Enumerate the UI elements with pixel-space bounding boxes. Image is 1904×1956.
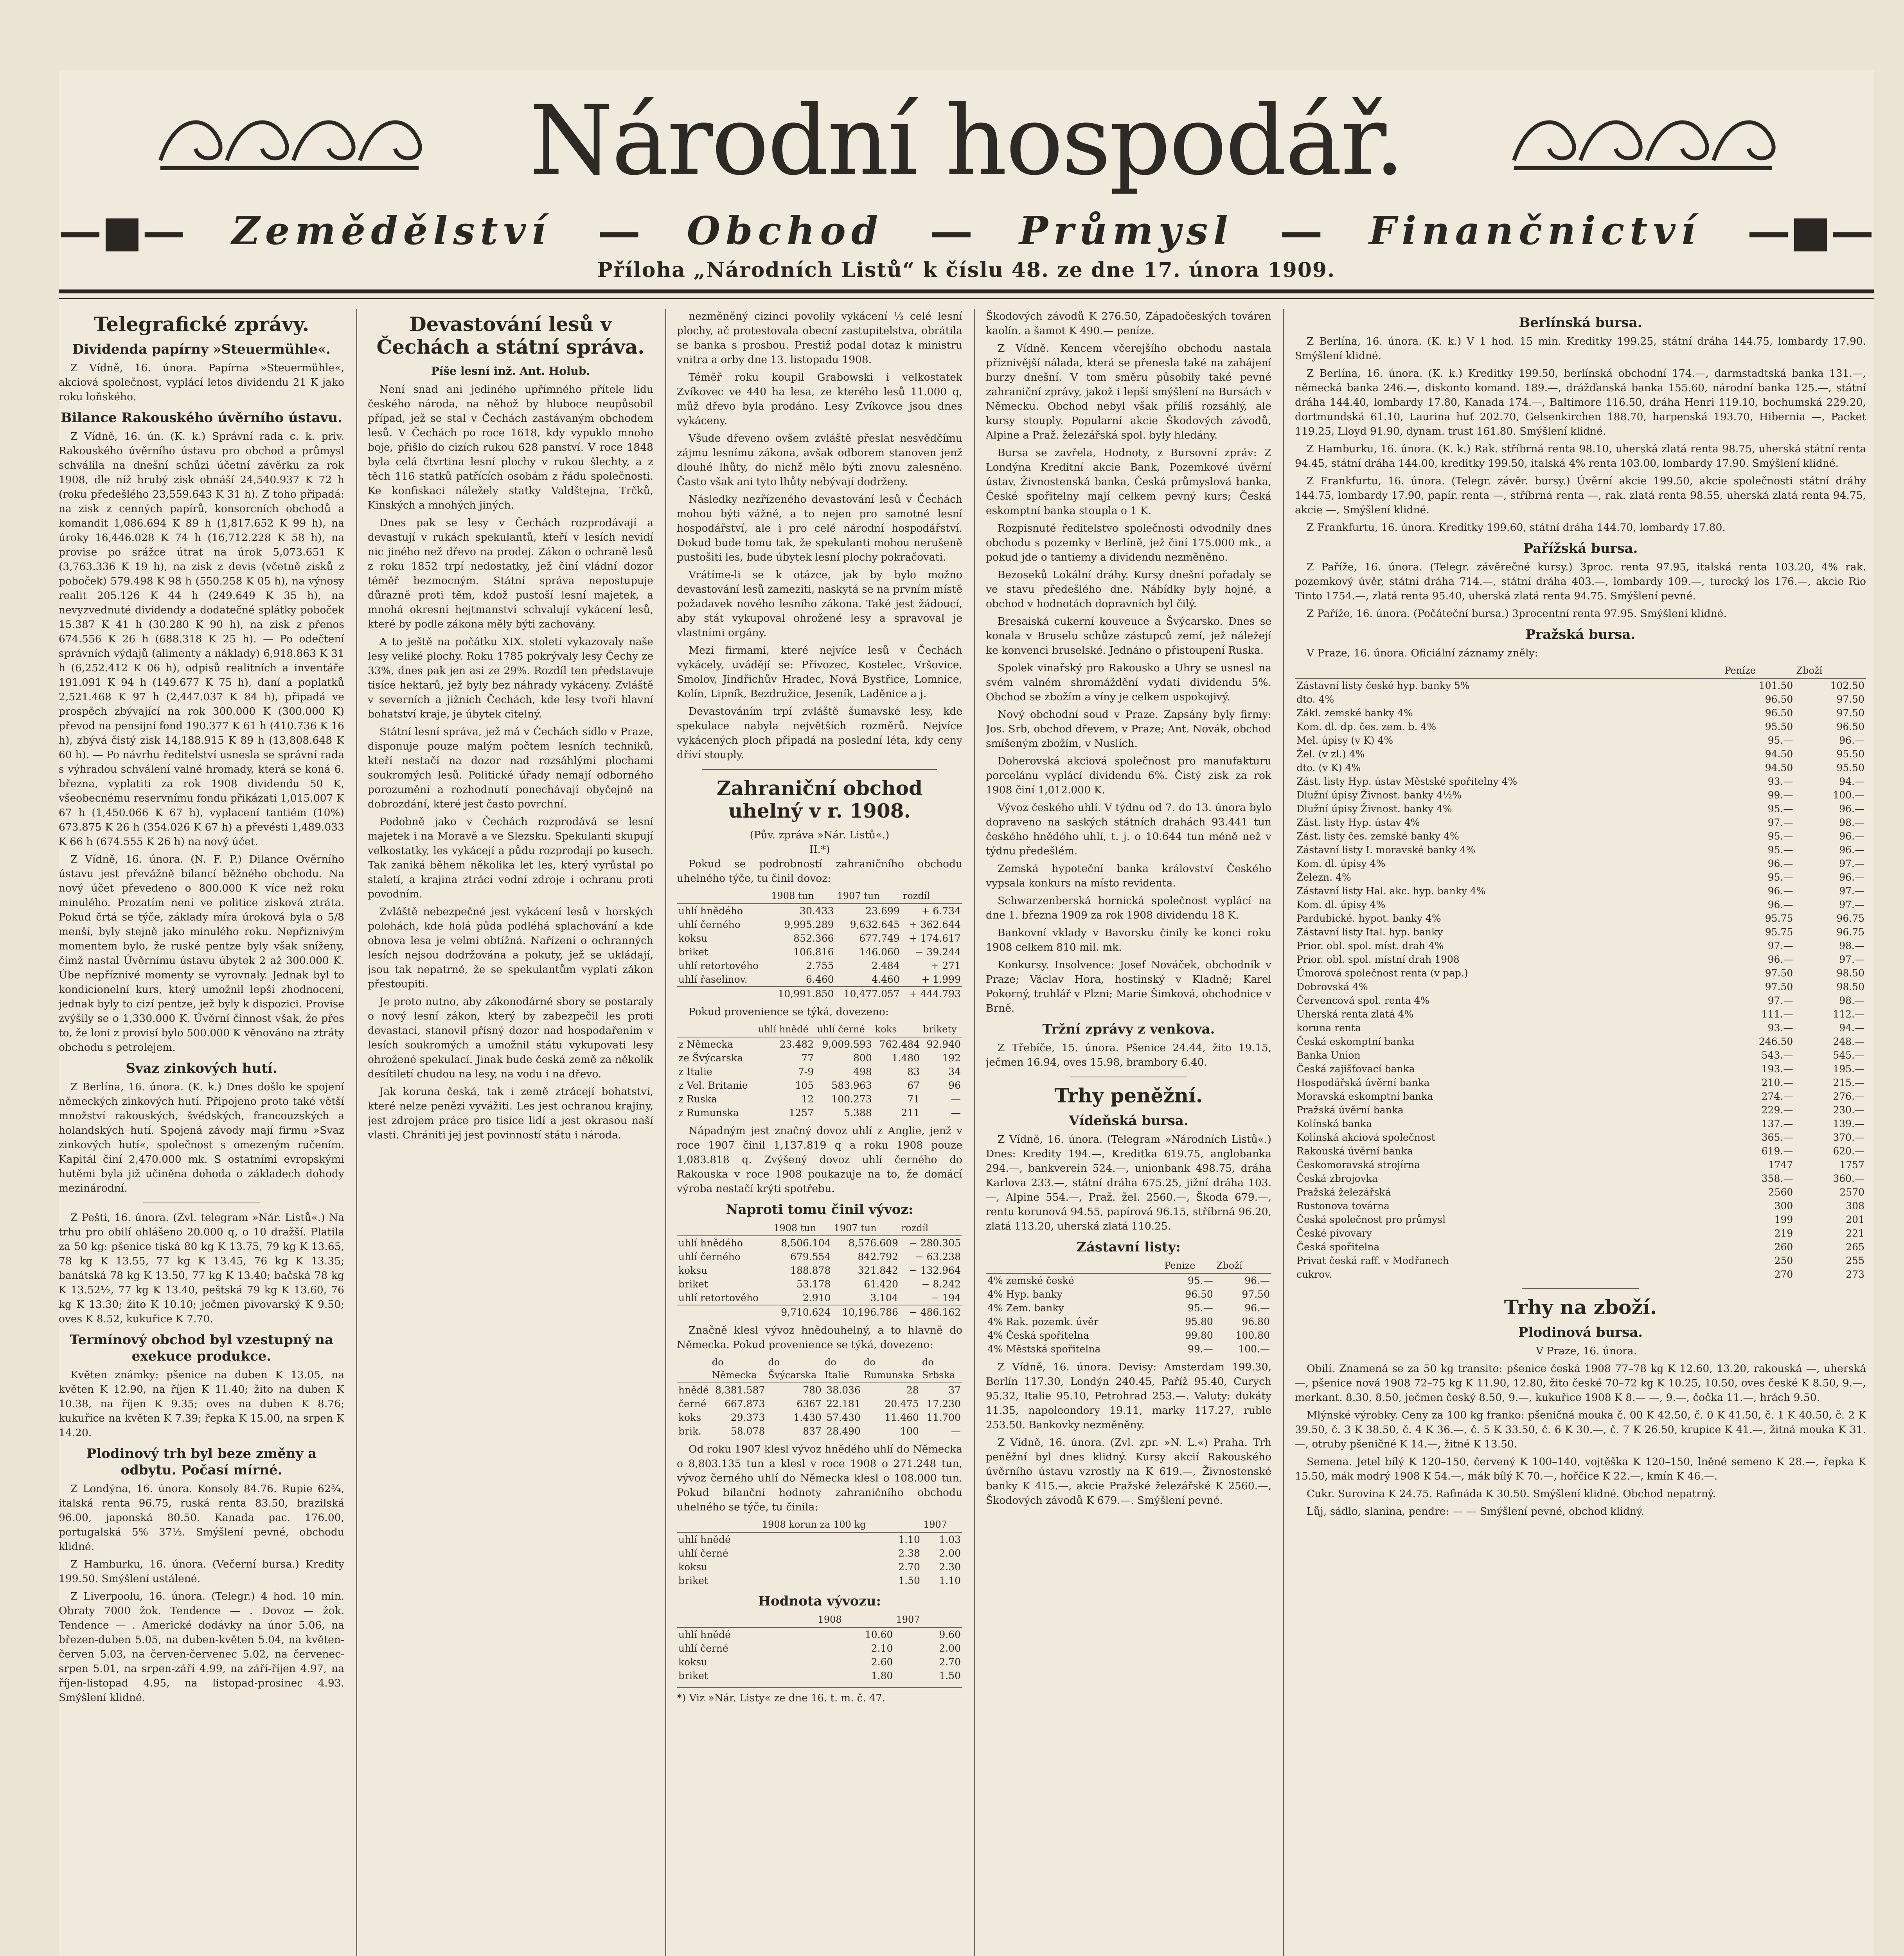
- table-header: 1907: [922, 1517, 962, 1532]
- table-header: [677, 1022, 757, 1037]
- table-row: Úmorová společnost renta (v pap.) 97.50 98.50: [1296, 967, 1864, 979]
- column-rule: [356, 309, 357, 1956]
- table-row: Zástavní listy Ital. hyp. banky 95.75 96.75: [1296, 926, 1864, 938]
- article-paragraph: Nový obchodní soud v Praze. Zapsány byly firmy: Jos. Srb, obchod dřevem, v Praze; Ant. Novák, obchod smíšeným zbožím, v Nuslích.: [986, 708, 1271, 750]
- article-paragraph: Je proto nutno, aby zákonodárné sbory se postaraly o nový lesní zákon, který by zabezpečil les proti devastaci, stanovil přísný dozor nad hospodařením v lesích soukromých a umožnil státu vykupovati lesy ohrožené spekulací. Jinak bude česká země za několik desítiletí chudou na lesy, na vodu i na dřevo.: [368, 996, 653, 1080]
- article-paragraph: Z Paříže, 16. února. (Počáteční bursa.) 3procentní renta 97.95. Smýšlení klidné.: [1307, 608, 1727, 620]
- dash-icon: —: [1280, 205, 1323, 256]
- table-row: Žel. (v zl.) 4% 94.50 95.50: [1296, 748, 1864, 760]
- table-header: [677, 1517, 761, 1532]
- article-paragraph: Od roku 1907 klesl vývoz hnědého uhlí do Německa o 8,803.135 tun a klesl v roce 1908 o 271.248 tun, vývoz černého uhlí do Německa klesl o 108.000 tun. Pokud bilanční hodnoty zahraničního obchodu uhelného se týče, tu činila:: [677, 1443, 962, 1513]
- article-paragraph: Z Vídně, 16. února. Devisy: Amsterdam 199.30, Berlín 117.30, Londýn 240.45, Paříž 95.40, Curych 95.32, Italie 95.10, Petrohrad 253.—. Valuty: dukáty 11.35, napoleondory 19.11, marky 117.27, ruble 253.50. Bankovky nezměněny.: [986, 1361, 1271, 1431]
- article-paragraph: nezměněný cizinci povolily vykácení ⅓ celé lesní plochy, ač protestovala obecní zastupitelstva, obrátila se banka s prosbou. Prestiž podal dotaz k ministru vnitra a orby dne 13. listopadu 1908.: [677, 310, 962, 366]
- table-row: Zákl. zemské banky 4% 96.50 97.50: [1296, 707, 1864, 719]
- table-row: hnědé 8,381.587 780 38.036 28 37: [678, 1384, 961, 1396]
- table-row: Prior. obl. spol. míst. drah 4% 97.— 98.—: [1296, 940, 1864, 951]
- dateline: V Praze, 16. února.: [1536, 1345, 1637, 1357]
- table-row: Prior. obl. spol. místní drah 1908 96.— 97.—: [1296, 954, 1864, 965]
- table-row: uhlí hnědé 1.10 1.03: [678, 1534, 961, 1545]
- table-header: do Rumunska: [862, 1355, 921, 1383]
- table-row: koksu 2.70 2.30: [678, 1561, 961, 1573]
- ornament-right-icon: [1506, 98, 1780, 176]
- article-paragraph: Vrátíme-li se k otázce, jak by bylo možno devastování lesů zameziti, naskytá se na prvním místě požadavek nového lesního zákona. Také jest žádoucí, aby stát vykupoval ohrožené lesy a spravoval je vlastními orgány.: [677, 569, 962, 639]
- table-row: Zást. listy čes. zemské banky 4% 95.— 96.—: [1296, 831, 1864, 842]
- table-row: koks 29.373 1.430 57.430 11.460 11.700: [678, 1412, 961, 1423]
- column-rule: [665, 309, 666, 1956]
- forest-article-heading: Devastování lesů v Čechách a státní správa.: [376, 313, 645, 358]
- commodity-markets-heading: Trhy na zboží.: [1504, 1296, 1657, 1319]
- dash-icon: —■—: [1747, 205, 1874, 256]
- table-row: 4% Rak. pozemk. úvěr 95.80 96.80: [987, 1316, 1270, 1327]
- separator: [1522, 1288, 1639, 1289]
- article-paragraph: A to ještě na počátku XIX. století vykazovaly naše lesy veliké plochy. Roku 1785 pokrývaly lesy Čechy ze 33%, dnes pak jen asi ze 29%. Rozdíl ten představuje tisíce hektarů, jež byly bez náhrady vykáceny. Zvláště v severních a jižních Čechách, kde lesy tvoří hlavní bohatství kraje, je úbytek citelný.: [368, 636, 653, 720]
- section-agriculture: Zemědělství: [232, 208, 551, 253]
- article-paragraph: Z Londýna, 16. února. Konsoly 84.76. Rupie 62¾, italská renta 96.75, ruská renta 83.50, brazilská 96.00, japonská 80.50. Kanada pac. 176.00, portugalská 5% 37½. Smýšlení pevné, obchodu klidné.: [59, 1483, 344, 1553]
- table-row: koksu 188.878 321.842 − 132.964: [678, 1265, 961, 1276]
- masthead-rule-thin: [59, 298, 1874, 299]
- source-note: (Pův. zpráva »Nár. Listů«.): [750, 829, 890, 841]
- newspaper-page: [59, 70, 1874, 1956]
- table-header: 1908 korun za 100 kg: [761, 1517, 922, 1532]
- table-row: dto. (v K) 4% 94.50 95.50: [1296, 762, 1864, 773]
- article-paragraph: Mezi firmami, které nejvíce lesů v Čechách vykácely, uvádějí se: Přívozec, Kostelec, Vršovice, Smolov, Jindřichův Hradec, Nová Bystřice, Lomnice, Kolín, Lipník, Bezdružice, Jeseník, Laděnice a j.: [677, 644, 962, 700]
- article-paragraph: Všude dřeveno ovšem zvláště přeslat nesvědčímu zájmu lesnímu zákona, avšak odborem stanoven jenž dlouhé lhůty, do nichž mělo býti znovu zalesněno. Často však ani tyto lhůty nebývají dodrženy.: [677, 432, 962, 488]
- section-trade: Obchod: [687, 208, 884, 253]
- separator: [702, 769, 937, 770]
- table-header: do Italie: [823, 1355, 862, 1383]
- dash-icon: —: [597, 205, 641, 256]
- table-header: [1295, 663, 1723, 678]
- article-paragraph: Pokud provenience se týká, dovezeno:: [689, 1006, 889, 1018]
- article-paragraph: Z Frankfurtu, 16. února. (Telegr. závěr. bursy.) Úvěrní akcie 199.50, akcie společnosti státní dráhy 144.75, lombardy 17.90, papír. renta —, stříbrná renta —, rak. zlatá renta 98.55, uherská zlatá renta 94.75, akcie —, Smýšlení klidné.: [1295, 475, 1866, 516]
- table-row: Česká zajišťovací banka 193.— 195.—: [1296, 1063, 1864, 1075]
- table-row: Česká eskomptní banka 246.50 248.—: [1296, 1036, 1864, 1047]
- table-row: Česká spořitelna 260 265: [1296, 1241, 1864, 1253]
- table-header: [677, 1613, 816, 1627]
- table-row: brik. 58.078 837 28.490 100 —: [678, 1426, 961, 1437]
- table-total-row: 10,991.850 10,477.057 + 444.793: [677, 987, 962, 1001]
- article-paragraph: Z Vídně, 16. února. (N. F. P.) Dilance Ověrního ústavu jest převážně bilancí běžného obchodu. Na nový účet převedeno o 800.000 K více než roku minulého. Prozatím není ve politice zisková ztráta. Pokud črtá se týče, základy míra úroková byla o 5/8 menší, byly stejně jako minulého roku. Nepřiznivým momentem bylo, že ruské pentze byly však sníženy, čímž nastal Úvěrnímu ústavu úbytek 2 až 300.000 K. Úbe nepříznivé momenty se vyrovnaly. Jednak byl to kondicionelní kurs, který umožnil lepší zhodnocení, jednak byly to cizí pentze, jež byly k dispozici. Provise zvýšily se o 1,330.000 K. Úvěrní činnost však, že přes to, že loni z provisí bylo 500.000 K věnováno na ztráty obchodu s petrolejem.: [59, 853, 344, 1054]
- table-row: uhlí černé 2.10 2.00: [678, 1643, 961, 1654]
- table-row: Kolínská akciová společnost 365.— 370.—: [1296, 1132, 1864, 1143]
- article-paragraph: Značně klesl vývoz hnědouhelný, a to hlavně do Německa. Pokud provenience se týká, dovezeno:: [677, 1324, 962, 1351]
- article-subheading: Tržní zprávy z venkova.: [1042, 1021, 1215, 1037]
- article-paragraph: Pokud se podrobností zahraničního obchodu uhelného týče, tu činil dovoz:: [677, 858, 962, 885]
- table-row: Zástavní listy I. moravské banky 4% 95.— 96.—: [1296, 844, 1864, 856]
- table-row: Rustonova továrna 300 308: [1296, 1200, 1864, 1212]
- article-subheading: Svaz zinkových hutí.: [126, 1061, 277, 1076]
- article-paragraph: Schwarzenberská hornická společnost vyplácí na dne 1. března 1909 za rok 1908 dividendu 18 K.: [986, 895, 1271, 921]
- table-row: Zást. listy Hyp. ústav 4% 97.— 98.—: [1296, 817, 1864, 828]
- section-industry: Průmysl: [1019, 208, 1233, 253]
- table-row: z Ruska 12 100.273 71 —: [678, 1093, 961, 1105]
- table-row: 4% Hyp. banky 96.50 97.50: [987, 1289, 1270, 1300]
- table-row: 4% Městská spořitelna 99.— 100.—: [987, 1343, 1270, 1355]
- table-row: z Vel. Britanie 105 583.963 67 96: [678, 1080, 961, 1091]
- columns: [59, 309, 1874, 1956]
- article-paragraph: Mlýnské výrobky. Ceny za 100 kg franko: pšeničná mouka č. 00 K 42.50, č. 0 K 41.50, č. 1 K 40.50, č. 2 K 39.50, č. 3 K 38.50, č. 4 K 36.—, č. 5 K 33.50, č. 6 K 30.—, č. 7 K 26.50, krupice K 41.—, žitná mouka K 31.—, otruby pšeničné K 14.—, žitné K 13.50.: [1295, 1409, 1866, 1450]
- table-row: uhlí retortového 2.755 2.484 + 271: [678, 960, 961, 971]
- byline: Píše lesní inž. Ant. Holub.: [431, 365, 590, 378]
- coal-import-origin-table: [677, 1022, 962, 1120]
- table-row: Banka Union 543.— 545.—: [1296, 1050, 1864, 1061]
- table-row: Kom. dl. úpisy 4% 96.— 97.—: [1296, 858, 1864, 869]
- table-row: Železn. 4% 95.— 96.—: [1296, 872, 1864, 883]
- table-row: z Rumunska 1257 5.388 211 —: [678, 1107, 961, 1118]
- table-row: Českomoravská strojírna 1747 1757: [1296, 1159, 1864, 1170]
- column-5: [1295, 315, 1866, 1519]
- table-row: briket 106.816 146.060 − 39.244: [678, 946, 961, 958]
- table-row: uhlí hnědého 8,506.104 8,576.609 − 280.305: [678, 1237, 961, 1249]
- article-paragraph: Z Vídně, 16. ún. (K. k.) Správní rada c. k. priv. Rakouského úvěrního ústavu pro obchod a průmysl schválila na dnešní schůzi účetní závěrku za rok 1908, dle níž hrubý zisk obnáší 24,540.937 K 72 h (roku předešlého 23,559.643 K 31 h). Z toho připadá: na zisk z cenných papírů, konsorcních obchodů a komandit 1,086.694 K 89 h (1,817.652 K 99 h), na úroky 16,446.028 K 74 h (16,712.228 K 58 h), na provise po srážce útrat na úrok 5,073.651 K (3,763.336 K 19 h), na zisk z devis (včetně zisků z poboček) 579.498 K 98 h (550.258 K 05 h), na výnosy realit 205.126 K 44 h (249.649 K 35 h), na nevyzvednuté dividendy a dodatečné splátky poboček 15.387 K 41 h (30.280 K 90 h), na zisk z přenos 674.556 K 26 h (688.318 K 25 h). — Po odečtení správních výdajů (alimenty a náklady) 6,918.863 K 31 h (6,252.412 K 06 h), odpisů realitních a inventáře 191.091 K 94 h (149.677 K 75 h), daní a poplatků 2,521.468 K 97 h (2,447.037 K 84 h), připadá ve prospěch zbývající na rok 300.000 K (300.000 K) převod na pensijní fond 190.377 K 61 h (410.736 K 16 h), zbývá čistý zisk 14,188.915 K 89 h (13,808.648 K 60 h). — Po návrhu ředitelství usnesla se správní rada s výhradou schválení valné hromady, která se koná 6. března, vyplatiti za rok 1908 dividendu 50 K, všeobecnému reservnímu fondu přikázati 1,015.007 K 67 h (1,450.066 K 67 h), vyplacení tantiém (10%) 673.875 K 26 h (354.026 K 67 h) a převésti 1,489.033 K 66 h (674.555 K 26 h) na nový účet.: [59, 430, 344, 848]
- article-paragraph: Semena. Jetel bílý K 120–150, červený K 100–140, vojtěška K 120–150, lněné semeno K 28.—, řepka K 15.50, mák modrý 1908 K 54.—, mák bílý K 70.—, hořčice K 22.—, kmín K 46.—.: [1295, 1456, 1866, 1482]
- coal-export-table: [677, 1221, 962, 1319]
- article-paragraph: Bezoseků Lokální dráhy. Kursy dnešní pořadaly se ve stavu předešlého dne. Nábídky byly hojné, a obchod v hodnotách dopravních byl čilý.: [986, 569, 1271, 610]
- article-paragraph: Bresaiská cukerní kouveuce a Švýcarsko. Dnes se konala v Bruselu schůze zástupců zemí, jež náležejí ke konvenci bruselské. Jednáno o přistoupení Ruska.: [986, 615, 1271, 656]
- table-header: rozdíl: [901, 889, 962, 904]
- money-markets-heading: Trhy peněžní.: [1054, 1084, 1203, 1107]
- table-header: [986, 1258, 1163, 1273]
- supplement-line: Příloha „Národních Listů“ k číslu 48. ze dne 17. února 1909.: [597, 258, 1336, 282]
- article-subheading: Pařížská bursa.: [1523, 541, 1638, 556]
- table-row: Moravská eskomptní banka 274.— 276.—: [1296, 1091, 1864, 1102]
- article-paragraph: Z Vídně. Kencem včerejšího obchodu nastala příznivější nálada, která se přenesla také na zahájení burzy dnešní. V tom směru působily také pevné zahraniční zprávy, jakož i lepší smýšlení na Bursách v Německu. Obchod nebyl však příliš rozsáhlý, ale kursy stouply. Popularní akcie Škodových závodů, Alpine a Praž. železářská spol. byly hledány.: [986, 342, 1271, 441]
- article-paragraph: Jak koruna česká, tak i země ztrácejí bohatství, které nelze penězi vyvážiti. Les jest ochranou krajiny, jest zdrojem práce pro tisíce lidí a jest okrasou naší vlasti. Chrániti jej jest povinností státu i národa.: [368, 1086, 653, 1141]
- table-row: 4% Zem. banky 95.— 96.—: [987, 1302, 1270, 1314]
- article-subheading: Naproti tomu činil vývoz:: [726, 1202, 913, 1217]
- table-row: Dlužní úpisy Živnost. banky 4½% 99.— 100.—: [1296, 789, 1864, 801]
- part-number: II.*): [809, 843, 830, 856]
- table-header: 1908: [816, 1613, 895, 1627]
- coal-import-table: [677, 889, 962, 1001]
- coal-trade-heading: Zahraniční obchod uhelný v r. 1908.: [717, 777, 922, 822]
- table-row: Pražská úvěrní banka 229.— 230.—: [1296, 1104, 1864, 1116]
- article-subheading: Plodinový trh byl beze změny a odbytu. Počasí mírné.: [86, 1446, 317, 1478]
- table-row: černé 667.873 6367 22.181 20.475 17.230: [678, 1398, 961, 1409]
- article-paragraph: Z Hamburku, 16. února. (Večerní bursa.) Kredity 199.50. Smýšlení ustálené.: [59, 1558, 344, 1585]
- coal-export-value-table: [677, 1613, 962, 1683]
- article-paragraph: Z Pešti, 16. února. (Zvl. telegram »Nár. Listů«.) Na trhu pro obilí ohlášeno 20.000 q, o 10 dražší. Platila za 50 kg: pšenice tiská 80 kg K 13.75, 79 kg K 13.65, 78 kg K 13.55, 77 kg K 13.45, 76 kg K 13.35; banátská 78 kg K 13.50, 77 kg K 13.40; bačská 78 kg K 13.52½, 77 kg K 13.40, peštská 79 kg K 13.60, 76 kg K 13.30; žito K 10.10; ječmen pivovarský K 9.50; oves K 8.52, kukuřice K 7.70.: [59, 1212, 344, 1325]
- table-row: Pardubické. hypot. banky 4% 95.75 96.75: [1296, 913, 1864, 924]
- article-paragraph: Škodových závodů K 276.50, Západočeských továren kaolín. a šamot K 490.— peníze.: [986, 310, 1271, 337]
- column-rule: [1283, 309, 1284, 1956]
- coal-value-table: [677, 1517, 962, 1587]
- table-row: Privat česká raff. v Modřanech 250 255: [1296, 1255, 1864, 1266]
- table-header: do Německa: [710, 1355, 767, 1383]
- article-paragraph: Z Berlína, 16. února. (K. k.) Kreditky 199.50, berlínská obchodní 174.—, darmstadtská banka 131.—, německá banka 246.—, diskonto komand. 189.—, drážďanská banka 155.60, národní banka 125.—, státní dráha 144.40, lombardy 17.80, Kanada 174.—, Baltimore 116.50, dráha Henri 119.10, bochumská 229.20, dortmundská 61.10, Laurina huť 202.70, Gelsenkirchen 188.70, harpenská 193.70, Hibernia —, Packet 119.25, Lloyd 91.90, dynam. trust 161.80. Smýšlení klidné.: [1295, 367, 1866, 437]
- article-subheading: Zástavní listy:: [1077, 1239, 1181, 1255]
- article-paragraph: Dnes pak se lesy v Čechách rozprodávají a devastují v rukách spekulantů, kteří v lesích nevidí nic jiného než dřevo na prodej. Zákon o ochraně lesů z roku 1852 trpí nedostatky, jež činí vládní dozor téměř bezmocným. Státní správa nepostupuje důrazně proti těm, kdož pustoší lesní majetek, a mnohá okresní hejtmanství schvalují vykácení lesů, které by podle zákona měly býti zachovány.: [368, 517, 653, 630]
- column-5-wrapper: [1295, 309, 1874, 1956]
- table-row: z Italie 7-9 498 83 34: [678, 1066, 961, 1077]
- table-header: 1907: [894, 1613, 962, 1627]
- article-paragraph: Konkursy. Insolvence: Josef Nováček, obchodník v Praze; Václav Hora, hostinský v Kladně; Karel Pokorný, truhlář v Plzni; Marie Šimková, obchodnice v Brně.: [986, 959, 1271, 1014]
- column-2: [368, 309, 653, 1956]
- table-row: koksu 852.366 677.749 + 174.617: [678, 933, 961, 944]
- table-row: Zástavní listy české hyp. banky 5% 101.50 102.50: [1296, 680, 1864, 691]
- article-paragraph: Zvláště nebezpečné jest vykácení lesů v horských polohách, kde holá půda podléhá splachování a kde obnova lesa je velmi obtížná. Nařízení o ochranných lesích nejsou dodržována a pokuty, jež se ukládají, jsou tak nepatrné, že se spekulantům vyplatí zákon přestoupiti.: [368, 906, 653, 990]
- table-row: uhlí retortového 2.910 3.104 − 194: [678, 1292, 961, 1303]
- article-paragraph: Doherovská akciová společnost pro manufakturu porcelánu vyplácí dividendu 6%. Čistý zisk za rok 1908 činí 1,012.000 K.: [986, 755, 1271, 796]
- article-subheading: Dividenda papírny »Steuermühle«.: [72, 342, 331, 357]
- article-paragraph: Podobně jako v Čechách rozprodává se lesní majetek i na Moravě a ve Slezsku. Spekulanti skupují velkostatky, les vykácejí a půdu rozprodají po kusech. Tak zaniká během několika let les, který vyrůstal po staletí, a krajina ztrácí vodní zdroje i ochranu proti povodním.: [368, 816, 653, 900]
- table-header: do Švýcarska: [766, 1355, 823, 1383]
- table-row: briket 1.80 1.50: [678, 1670, 961, 1681]
- table-row: uhlí hnědého 30.433 23.699 + 6.734: [678, 905, 961, 917]
- article-paragraph: Z Paříže, 16. února. (Telegr. závěrečné kursy.) 3proc. renta 97.95, italská renta 103.20, 4% rak. pozemkový úvěr, státní dráha 714.—, státní dráha 403.—, lombardy 109.—, turecký los 176.—, akcie Rio Tinto 1754.—, zlatá renta 95.40, uherská zlatá renta 94.75. Smýšlení pevné.: [1295, 561, 1866, 602]
- table-row: cukrov. 270 273: [1296, 1269, 1864, 1280]
- article-paragraph: Z Berlína, 16. února. (K. k.) V 1 hod. 15 min. Kreditky 199.25, státní dráha 144.75, lombardy 17.90. Smýšlení klidné.: [1295, 335, 1866, 362]
- article-paragraph: Devastováním trpí zvláště šumavské lesy, kde spekulace nabyla největších rozměrů. Nejvíce vykácených ploch připadá na poslední léta, kdy ceny dříví stouply.: [677, 705, 962, 761]
- article-paragraph: Z Vídně, 16. února. Papírna »Steuermühle«, akciová společnost, vyplácí letos dividendu 21 K jako roku loňského.: [59, 362, 344, 403]
- dash-icon: —■—: [59, 205, 185, 256]
- article-paragraph: Bursa se zavřela, Hodnoty, z Bursovní zpráv: Z Londýna Kreditní akcie Bank, Pozemkové úvěrní ústav, Živnostenská banka, Česká průmyslová banka, České spořitelny mají celkem pevný kurs; Česká eskomptní banka stoupla o 1 K.: [986, 447, 1271, 517]
- article-subheading: Pražská bursa.: [1525, 627, 1636, 642]
- table-row: z Německa 23.482 9,009.593 762.484 92.940: [678, 1039, 961, 1050]
- table-header: 1907 tun: [832, 1221, 899, 1236]
- table-header: rozdíl: [900, 1221, 962, 1236]
- coal-export-destination-table: [677, 1355, 962, 1438]
- masthead: [59, 70, 1874, 289]
- article-paragraph: Téměř roku koupil Grabowski i velkostatek Zvíkovec ve 440 ha lesa, ze kterého lesů 11.000 q, můž dřevo byla prodáno. Lesy Zvíkovce jsou dnes vykáceny.: [677, 371, 962, 427]
- column-4: [986, 309, 1271, 1956]
- table-row: Červencová spol. renta 4% 97.— 98.—: [1296, 995, 1864, 1006]
- table-header: [677, 1355, 710, 1383]
- table-row: koksu 2.60 2.70: [678, 1656, 961, 1668]
- table-header: 1907 tun: [836, 889, 901, 904]
- table-row: České pivovary 219 221: [1296, 1228, 1864, 1239]
- section-list: [59, 207, 1874, 254]
- dash-icon: —: [930, 205, 973, 256]
- table-row: Uherská renta zlatá 4% 111.— 112.—: [1296, 1009, 1864, 1020]
- table-header: [677, 889, 770, 904]
- table-row: Kom. dl. dp. čes. zem. b. 4% 95.50 96.50: [1296, 721, 1864, 732]
- article-paragraph: V Praze, 16. února. Oficiální záznamy zněly:: [1307, 647, 1538, 659]
- column-3: [677, 309, 962, 1956]
- article-subheading: Bilance Rakouského úvěrního ústavu.: [61, 410, 342, 426]
- article-paragraph: Z Hamburku, 16. února. (K. k.) Rak. stříbrná renta 98.10, uherská zlatá renta 98.75, uherská státní renta 94.45, státní dráha 144.00, kreditky 199.50, italská 4% renta 103.00, lombardy 17.90. Smýšlení klidné.: [1295, 443, 1866, 469]
- article-paragraph: Vývoz českého uhlí. V týdnu od 7. do 13. února bylo dopraveno na saských státních drahách 93.441 tun českého hnědého uhlí, t. j. o 10.644 tun méně než v týdnu předešlém.: [986, 802, 1271, 857]
- newspaper-title: Národní hospodář.: [529, 85, 1404, 196]
- prague-exchange-table: [1295, 663, 1866, 1281]
- table-row: Kom. dl. úpisy 4% 96.— 97.—: [1296, 899, 1864, 910]
- table-header: 1908 tun: [770, 889, 835, 904]
- table-header: [677, 1221, 772, 1236]
- article-paragraph: Bankovní vklady v Bavorsku činily ke konci roku 1908 celkem 810 mil. mk.: [986, 927, 1271, 953]
- table-row: Kolínská banka 137.— 139.—: [1296, 1118, 1864, 1129]
- table-row: Zástavní listy Hal. akc. hyp. banky 4% 96.— 97.—: [1296, 885, 1864, 897]
- article-paragraph: Z Vídně, 16. února. (Zvl. zpr. »N. L.«) Praha. Trh peněžní byl dnes klidný. Kursy akcií Rakouského úvěrního ústavu vzrostly na K 619.—, Živnostenské banky K 415.—, akcie Pražské železářské K 2560.—, Škodových závodů K 679.—. Smýšlení pevné.: [986, 1436, 1271, 1507]
- table-row: uhlí černého 9,995.289 9,632.645 + 362.644: [678, 919, 961, 930]
- table-row: koruna renta 93.— 94.—: [1296, 1022, 1864, 1034]
- footnote: *) Viz »Nár. Listy« ze dne 16. t. m. č. 47.: [677, 1687, 962, 1706]
- article-subheading: Hodnota vývozu:: [758, 1593, 881, 1609]
- article-paragraph: Spolek vinařský pro Rakousko a Uhry se usnesl na svém valném shromáždění vydati dividendu 5%. Obchod se zbožím a víny je celkem uspokojivý.: [986, 662, 1271, 703]
- article-paragraph: Cukr. Surovina K 24.75. Rafináda K 30.50. Smýšlení klidné. Obchod nepatrný.: [1307, 1488, 1716, 1500]
- article-paragraph: Z Liverpoolu, 16. února. (Telegr.) 4 hod. 10 min. Obraty 7000 žok. Tendence — . Dovoz — žok. Tendence — . Americké dodávky na únor 5.06, na březen-duben 5.05, na duben-květen 5.04, na květen-červen 5.03, na červen-červenec 5.02, na červenec-srpen 5.01, na srpen-září 4.99, na září-říjen 4.97, na říjen-listopad 4.95, na listopad-prosinec 4.93. Smýšlení klidné.: [59, 1590, 344, 1704]
- table-row: Česká společnost pro průmysl 199 201: [1296, 1214, 1864, 1225]
- table-header: brikety: [921, 1022, 962, 1037]
- table-row: Česká zbrojovka 358.— 360.—: [1296, 1173, 1864, 1184]
- table-row: uhlí černého 679.554 842.792 − 63.238: [678, 1251, 961, 1262]
- telegram-heading: Telegrafické zprávy.: [93, 313, 309, 336]
- article-paragraph: Květen známky: pšenice na duben K 13.05, na květen K 12.90, na říjen K 11.40; žito na duben K 10.38, na říjen K 9.35; oves na duben K 8.76; kukuřice na květen K 7.39; řepka K 15.00, na srpen K 14.20.: [59, 1369, 344, 1439]
- table-row: ze Švýcarska 77 800 1.480 192: [678, 1052, 961, 1064]
- table-row: 4% Česká spořitelna 99.80 100.80: [987, 1330, 1270, 1341]
- table-row: Dobrovská 4% 97.50 98.50: [1296, 981, 1864, 992]
- table-row: uhlí řaselinov. 6.460 4.460 + 1.999: [678, 974, 961, 985]
- article-subheading: Berlínská bursa.: [1519, 315, 1642, 331]
- column-rule: [974, 309, 975, 1956]
- article-subheading: Vídeňská bursa.: [1069, 1113, 1188, 1129]
- table-header: do Srbska: [921, 1355, 962, 1383]
- mortgage-bonds-table: [986, 1258, 1271, 1356]
- article-paragraph: Z Berlína, 16. února. (K. k.) Dnes došlo ke spojení německých zinkových hutí. Připojeno proto také větší množství rakouských, švédských, francouzských a holandských hutí. Spojená závody mají firmu »Svaz zinkových hutí«, společnost s omezeným ručením. Kapitál činí 2,470.000 mk. S ostatními evropskými hutěmi byla již učiněna dohoda o základech dohody mezinárodní.: [59, 1081, 344, 1194]
- article-paragraph: Obilí. Znamená se za 50 kg transito: pšenice česká 1908 77–78 kg K 12.60, 13.20, rakouská —, uherská —, pšenice nová 1908 72–75 kg K 11.90, 12.80, žito české 70–72 kg K 10.25, 10.50, oves české K 8.50, 9.—, merkant. 8.30, 8.50, ječmen český 8.50, 9.—, kukuřice 1908 K 8.— —, 9.—, čočka 11.—, hrách 9.50.: [1295, 1363, 1866, 1404]
- table-header: Zboží: [1794, 663, 1866, 678]
- masthead-rule: [59, 289, 1874, 293]
- article-paragraph: Lůj, sádlo, slanina, pendre: — — Smýšlení pevné, obchod klidný.: [1307, 1505, 1644, 1517]
- table-row: uhlí hnědé 10.60 9.60: [678, 1629, 961, 1640]
- table-header: Peníze: [1723, 663, 1795, 678]
- table-row: Dlužní úpisy Živnost. banky 4% 95.— 96.—: [1296, 803, 1864, 814]
- article-paragraph: Rozpisnuté ředitelstvo společnosti odvodnily dnes obchodu s pozemky v Berlíně, jež činí 175.000 mk., a pokud jde o tantiemy a dividendu nezměněno.: [986, 522, 1271, 563]
- table-row: dto. 4% 96.50 97.50: [1296, 694, 1864, 705]
- table-row: briket 53.178 61.420 − 8.242: [678, 1278, 961, 1290]
- article-subheading: Plodinová bursa.: [1518, 1325, 1643, 1340]
- article-paragraph: Zemská hypoteční banka království Českého vypsala konkurs na místo revidenta.: [986, 863, 1271, 889]
- article-paragraph: Není snad ani jediného upřímného přítele lidu českého národa, na něhož by hluboce neupůsobil případ, jež se stal v Čechách zastávaným obchodem lesů. V Čechách po roce 1618, kdy vypuklo mnoho boje, přišlo do cizích rukou 628 panství. V roce 1848 byla celá čtvrtina lesní plochy v rukou šlechty, a z těch 116 statků patřících osobám z řádu společnosti. Ke konfiskaci náležely statky Valdštejna, Trčků, Kinských a mnohých jiných.: [368, 383, 653, 511]
- article-paragraph: Následky nezřízeného devastování lesů v Čechách mohou býti vážné, a to nejen pro samotné lesní hospodářství, ale i pro celé národní hospodářství. Dokud bude tomu tak, že spekulanti mohou nerušeně pustošiti les, bude úbytek lesní plochy pokračovati.: [677, 493, 962, 563]
- table-row: 4% zemské české 95.— 96.—: [987, 1275, 1270, 1286]
- article-paragraph: Státní lesní správa, jež má v Čechách sídlo v Praze, disponuje pouze malým počtem lesních techniků, kteří nestačí na dozor nad rozsáhlými plochami soukromých lesů. Politické úřady nemají odborného porozumění a rozhodnutí ponechávají obyčejně na dobrozdání, které jest často povrchní.: [368, 726, 653, 810]
- table-header: uhlí černé: [815, 1022, 874, 1037]
- article-paragraph: Z Třebíče, 15. února. Pšenice 24.44, žito 19.15, ječmen 16.94, oves 15.98, brambory 6.40.: [986, 1042, 1271, 1068]
- article-paragraph: Z Vídně, 16. února. (Telegram »Národních Listů«.) Dnes: Kredity 194.—, Kreditka 619.75, anglobanka 294.—, bankverein 524.—, unionbank 498.75, dráha Karlova 233.—, státní dráha 675.25, jižní dráha 103.—, Alpine 554.—, Praž. žel. 2560.—, Škoda 679.—, rentu korunová 94.55, papírová 96.15, stříbrná 96.20, zlatá 113.20, uherská zlatá 110.25.: [986, 1133, 1271, 1232]
- table-row: uhlí černé 2.38 2.00: [678, 1548, 961, 1559]
- table-header: Penize: [1163, 1258, 1215, 1273]
- article-paragraph: Nápadným jest značný dovoz uhlí z Anglie, jenž v roce 1907 činil 1,137.819 q a roku 1908 pouze 1,083.818 q. Zvýšený dovoz uhlí černého do Rakouska v roce 1908 poukazuje na to, že domácí výroba nestačí krýti spotřebu.: [677, 1125, 962, 1195]
- table-header: 1908 tun: [772, 1221, 832, 1236]
- table-row: Hospodářská úvěrní banka 210.— 215.—: [1296, 1077, 1864, 1088]
- table-header: uhlí hnědé: [757, 1022, 815, 1037]
- article-subheading: Termínový obchod byl vzestupný na exekuce produkce.: [69, 1332, 334, 1364]
- table-row: Pražská železářská 2560 2570: [1296, 1187, 1864, 1198]
- table-header: Zboží: [1215, 1258, 1271, 1273]
- table-row: briket 1.50 1.10: [678, 1575, 961, 1586]
- section-finance: Finančnictví: [1369, 208, 1701, 253]
- table-total-row: 9,710.624 10,196.786 − 486.162: [677, 1305, 962, 1319]
- table-row: Mel. úpisy (v K) 4% 95.— 96.—: [1296, 735, 1864, 746]
- table-row: Zást. listy Hyp. ústav Městské spořitelny 4% 93.— 94.—: [1296, 776, 1864, 787]
- table-row: Rakouská úvěrní banka 619.— 620.—: [1296, 1145, 1864, 1157]
- article-paragraph: Z Frankfurtu, 16. února. Kreditky 199.60, státní dráha 144.70, lombardy 17.80.: [1307, 521, 1726, 534]
- column-1: [59, 309, 344, 1956]
- table-header: koks: [874, 1022, 921, 1037]
